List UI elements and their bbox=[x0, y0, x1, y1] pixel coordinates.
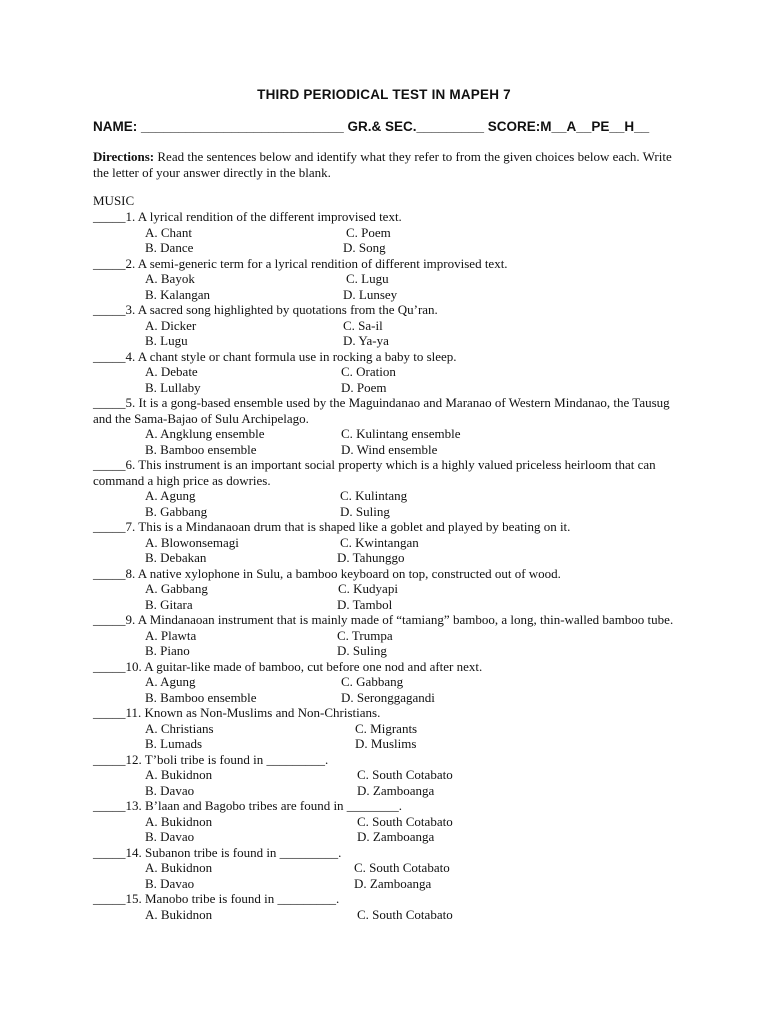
question-13 bbox=[93, 798, 693, 845]
choice-a: A. Bukidnon bbox=[145, 906, 213, 922]
choice-d: D. Tambol bbox=[337, 596, 393, 612]
question-text: _____13. B’laan and Bagobo tribes are found in ________. bbox=[93, 798, 403, 813]
choice-c: C. Oration bbox=[341, 364, 396, 379]
question-text: _____12. T’boli tribe is found in _________. bbox=[93, 751, 329, 767]
question-text: _____6. This instrument is an important social property which is a highly valued priceless heirloom that can command a high price as dowries. bbox=[93, 457, 656, 488]
choices bbox=[93, 721, 693, 752]
choice-c: C. Sa-il bbox=[343, 317, 383, 333]
choice-d: D. Poem bbox=[341, 379, 387, 395]
question-3 bbox=[93, 302, 693, 349]
choice-c: C. Kulintang bbox=[340, 488, 408, 503]
choices bbox=[93, 271, 693, 302]
choice-a: A. Agung bbox=[145, 488, 196, 503]
choices bbox=[93, 535, 693, 566]
question-4 bbox=[93, 349, 693, 396]
choices bbox=[93, 581, 693, 612]
choice-a: A. Bukidnon bbox=[145, 813, 213, 829]
question-12 bbox=[93, 752, 693, 799]
directions bbox=[93, 149, 673, 180]
choice-d: D. Suling bbox=[340, 503, 390, 519]
page-title: THIRD PERIODICAL TEST IN MAPEH 7 bbox=[257, 87, 511, 102]
question-text: _____4. A chant style or chant formula use in rocking a baby to sleep. bbox=[93, 348, 457, 364]
question-5 bbox=[93, 395, 693, 457]
choice-c: C. South Cotabato bbox=[357, 906, 453, 922]
choice-a: A. Agung bbox=[145, 674, 196, 689]
choices bbox=[93, 814, 693, 845]
question-text: _____9. A Mindanaoan instrument that is mainly made of “tamiang” bamboo, a long, thin-walled bamboo tube. bbox=[93, 612, 674, 627]
question-15 bbox=[93, 891, 693, 938]
question-text: _____14. Subanon tribe is found in _________. bbox=[93, 844, 342, 860]
choice-d: D. Tahunggo bbox=[337, 550, 405, 565]
choice-a: A. Plawta bbox=[145, 627, 197, 643]
question-11 bbox=[93, 705, 693, 752]
choice-a: A. Angklung ensemble bbox=[145, 426, 265, 441]
question-text: _____11. Known as Non-Muslims and Non-Christians. bbox=[93, 705, 381, 720]
choice-c: C. Gabbang bbox=[341, 674, 404, 689]
question-text: _____7. This is a Mindanaoan drum that is shaped like a goblet and played by beating on it. bbox=[93, 519, 571, 534]
choice-c: C. Kulintang ensemble bbox=[341, 426, 461, 441]
section-heading-music: MUSIC bbox=[93, 193, 135, 208]
choice-d: D. Ya-ya bbox=[343, 333, 389, 348]
choice-c: C. Lugu bbox=[346, 271, 389, 286]
student-info-line: NAME: ___________________________ GR.& SEC._________ SCORE:M__A__PE__H__ bbox=[93, 119, 650, 134]
question-7 bbox=[93, 519, 693, 566]
choice-a: A. Bukidnon bbox=[145, 860, 213, 875]
choice-c: C. South Cotabato bbox=[354, 860, 450, 875]
question-text: _____1. A lyrical rendition of the different improvised text. bbox=[93, 209, 402, 224]
choice-b: B. Lullaby bbox=[145, 379, 201, 395]
choice-a: A. Bayok bbox=[145, 271, 195, 286]
question-text: _____10. A guitar-like made of bamboo, cut before one nod and after next. bbox=[93, 658, 483, 674]
choice-c: C. Trumpa bbox=[337, 627, 393, 643]
choices bbox=[93, 318, 693, 349]
question-8 bbox=[93, 566, 693, 613]
question-1 bbox=[93, 209, 693, 256]
choices bbox=[93, 674, 693, 705]
choice-b: B. Piano bbox=[145, 643, 190, 658]
question-text: _____3. A sacred song highlighted by quotations from the Qu’ran. bbox=[93, 302, 438, 317]
choice-c: C. Kudyapi bbox=[338, 581, 398, 596]
choice-b: B. Davao bbox=[145, 829, 195, 844]
question-list bbox=[93, 209, 693, 938]
choice-c: C. South Cotabato bbox=[357, 767, 453, 782]
question-9 bbox=[93, 612, 693, 659]
question-text: _____2. A semi-generic term for a lyrical rendition of different improvised text. bbox=[93, 255, 508, 271]
choice-b: B. Dance bbox=[145, 240, 194, 255]
choices bbox=[93, 860, 693, 891]
choice-a: A. Debate bbox=[145, 364, 198, 379]
choice-a: A. Blowonsemagi bbox=[145, 534, 239, 550]
choice-c: C. South Cotabato bbox=[357, 813, 453, 829]
choices bbox=[93, 364, 693, 395]
question-14 bbox=[93, 845, 693, 892]
question-text: _____8. A native xylophone in Sulu, a bamboo keyboard on top, constructed out of wood. bbox=[93, 565, 561, 581]
choice-d: D. Zamboanga bbox=[357, 782, 435, 798]
choices bbox=[93, 628, 693, 659]
choice-b: B. Gabbang bbox=[145, 503, 208, 519]
choice-b: B. Davao bbox=[145, 875, 195, 891]
choice-c: C. Kwintangan bbox=[340, 534, 419, 550]
choice-b: B. Bamboo ensemble bbox=[145, 441, 257, 457]
choice-b: B. Lugu bbox=[145, 333, 188, 348]
question-2 bbox=[93, 256, 693, 303]
choice-d: D. Muslims bbox=[355, 736, 417, 751]
choice-b: B. Kalangan bbox=[145, 286, 210, 302]
choice-b: B. Gitara bbox=[145, 596, 193, 612]
choice-d: D. Song bbox=[343, 240, 386, 255]
question-text: _____15. Manobo tribe is found in _________. bbox=[93, 891, 340, 906]
choice-a: A. Dicker bbox=[145, 317, 197, 333]
choices bbox=[93, 488, 693, 519]
choice-b: B. Debakan bbox=[145, 550, 207, 565]
question-6 bbox=[93, 457, 693, 519]
choice-d: D. Zamboanga bbox=[354, 875, 432, 891]
question-text: _____5. It is a gong-based ensemble used by the Maguindanao and Maranao of Western Mindanao, the Tausug and the Sama-Bajao of Sulu Archipelago. bbox=[93, 395, 670, 426]
choice-a: A. Christians bbox=[145, 720, 214, 736]
choice-d: D. Zamboanga bbox=[357, 829, 435, 844]
choice-d: D. Wind ensemble bbox=[341, 441, 438, 457]
directions-text: Read the sentences below and identify what they refer to from the given choices below each. Write the letter of your answer directly in the blank. bbox=[93, 149, 672, 180]
choices bbox=[93, 907, 693, 938]
choices bbox=[93, 426, 693, 457]
choice-b: B. Davao bbox=[145, 782, 195, 798]
choice-b: B. Bamboo ensemble bbox=[145, 689, 257, 705]
choice-a: A. Chant bbox=[145, 224, 192, 240]
choice-c: C. Migrants bbox=[355, 720, 418, 736]
choice-b: B. Lumads bbox=[145, 736, 203, 751]
choice-d: D. Suling bbox=[337, 643, 387, 658]
choice-a: A. Gabbang bbox=[145, 581, 208, 596]
choice-d: D. Seronggagandi bbox=[341, 689, 435, 705]
choice-c: C. Poem bbox=[346, 224, 391, 240]
question-10 bbox=[93, 659, 693, 706]
choices bbox=[93, 225, 693, 256]
choices bbox=[93, 767, 693, 798]
choice-a: A. Bukidnon bbox=[145, 767, 213, 782]
directions-label: Directions: bbox=[93, 149, 155, 164]
choice-d: D. Lunsey bbox=[343, 286, 398, 302]
